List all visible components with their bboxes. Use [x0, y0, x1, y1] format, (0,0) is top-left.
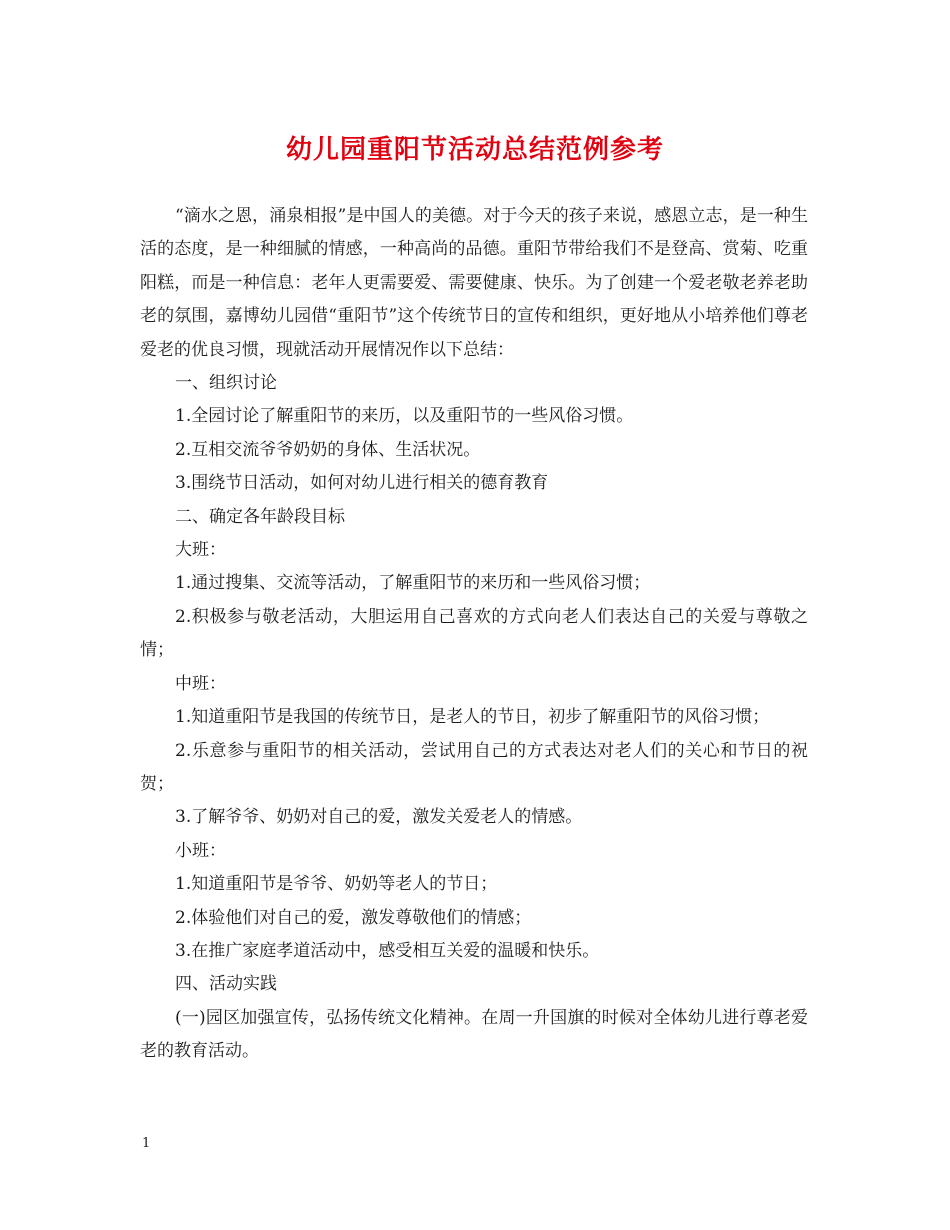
list-item: 3.围绕节日活动，如何对幼儿进行相关的德育教育 — [175, 473, 549, 494]
subheading-middle-class: 中班： — [175, 673, 226, 694]
list-item: 1.全园讨论了解重阳节的来历，以及重阳节的一些风俗习惯。 — [175, 406, 634, 427]
section-heading-practice: 四、活动实践 — [175, 974, 277, 995]
section-heading-goals: 二、确定各年龄段目标 — [175, 506, 345, 527]
document-body — [140, 200, 808, 1069]
section-heading-discussion: 一、组织讨论 — [175, 373, 277, 394]
list-item: 1.知道重阳节是爷爷、奶奶等老人的节日； — [175, 874, 498, 895]
list-item: 2.体验他们对自己的爱，激发尊敬他们的情感； — [175, 907, 532, 928]
subheading-junior-class: 小班： — [175, 840, 226, 861]
list-item: 2.互相交流爷爷奶奶的身体、生活状况。 — [175, 439, 481, 460]
intro-paragraph: “滴水之恩，涌泉相报”是中国人的美德。对于今天的孩子来说，感恩立志，是一种生活的态度，是一种细腻的情感，一种高尚的品德。重阳节带给我们不是登高、赏菊、吃重阳糕，而是一种信息：老年人更需要爱、需要健康、快乐。为了创建一个爱老敬老养老助老的氛围，嘉博幼儿园借“重阳节”这个传统节日的宣传和组织，更好地从小培养他们尊老爱老的优良习惯，现就活动开展情况作以下总结： — [140, 206, 808, 360]
list-item: 2.乐意参与重阳节的相关活动，尝试用自己的方式表达对老人们的关心和节日的祝贺； — [140, 740, 808, 794]
list-item: 1.通过搜集、交流等活动，了解重阳节的来历和一些风俗习惯； — [175, 573, 651, 594]
subheading-senior-class: 大班： — [175, 540, 226, 561]
list-item: 1.知道重阳节是我国的传统节日，是老人的节日，初步了解重阳节的风俗习惯； — [175, 707, 770, 728]
list-item: 3.在推广家庭孝道活动中，感受相互关爱的温暖和快乐。 — [175, 940, 600, 961]
document-title: 幼儿园重阳节活动总结范例参考 — [285, 135, 664, 165]
list-item: 2.积极参与敬老活动，大胆运用自己喜欢的方式向老人们表达自己的关爱与尊敬之情； — [140, 606, 808, 661]
page-number: 1 — [142, 1136, 151, 1151]
practice-paragraph: (一)园区加强宣传，弘扬传统文化精神。在周一升国旗的时候对全体幼儿进行尊老爱老的教育活动。 — [140, 1007, 808, 1062]
list-item: 3.了解爷爷、奶奶对自己的爱，激发关爱老人的情感。 — [175, 807, 583, 828]
